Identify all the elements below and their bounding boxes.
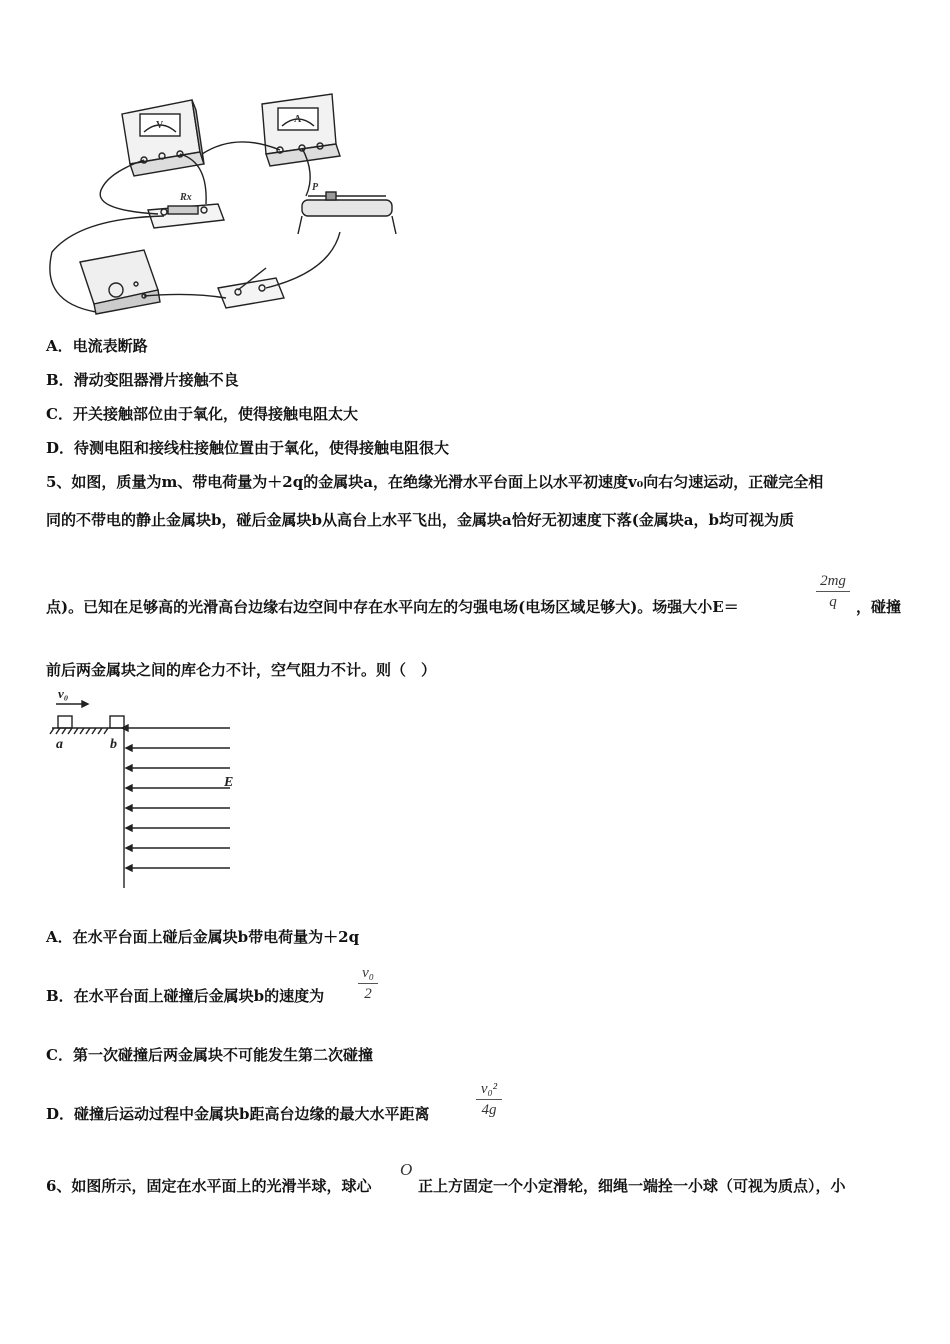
q5-stem-line4: 前后两金属块之间的库仑力不计，空气阻力不计。则（ ） bbox=[46, 661, 437, 679]
q5-stem-line3-tail: ，碰撞 bbox=[856, 598, 902, 616]
resistor-label: Rx bbox=[180, 192, 192, 203]
distance-fraction-denominator: 4g bbox=[481, 1102, 497, 1118]
field-fraction-numerator: 2mg bbox=[820, 573, 846, 589]
ammeter-figure bbox=[262, 94, 340, 166]
slider-label: P bbox=[312, 182, 319, 193]
sphere-center-label: O bbox=[400, 1160, 413, 1179]
distance-fraction bbox=[476, 1080, 502, 1119]
circuit-diagram-figure bbox=[40, 92, 410, 322]
electric-field-figure bbox=[44, 686, 244, 892]
field-lines bbox=[122, 725, 230, 871]
q6-stem-line1a: 6、如图所示，固定在水平面上的光滑半球，球心 bbox=[46, 1177, 372, 1195]
q5-option-d: D．碰撞后运动过程中金属块b距高台边缘的最大水平距离 bbox=[46, 1105, 430, 1123]
switch-figure bbox=[218, 268, 284, 308]
q4-option-c: C．开关接触部位由于氧化，使得接触电阻太大 bbox=[46, 405, 358, 423]
voltmeter-label: V bbox=[156, 120, 164, 131]
field-strength-fraction bbox=[816, 572, 850, 611]
q4-option-a: A．电流表断路 bbox=[46, 337, 148, 355]
velocity-fraction bbox=[358, 964, 378, 1003]
voltmeter-figure bbox=[122, 100, 204, 176]
q4-option-d: D．待测电阻和接线柱接触位置由于氧化，使得接触电阻很大 bbox=[46, 439, 450, 457]
velocity-fraction-denominator: 2 bbox=[364, 986, 372, 1002]
block-b-label: b bbox=[110, 737, 117, 752]
q5-stem-line3: 点)。已知在足够高的光滑高台边缘右边空间中存在水平向左的匀强电场(电场区域足够大)。场强大小E＝ bbox=[46, 598, 739, 616]
power-supply-figure bbox=[80, 250, 160, 314]
q5-stem-line2: 同的不带电的静止金属块b，碰后金属块b从高台上水平飞出，金属块a恰好无初速度下落(金属块a，b均可视为质 bbox=[46, 511, 795, 529]
field-fraction-denominator: q bbox=[829, 594, 837, 610]
block-a-label: a bbox=[56, 737, 63, 752]
field-e-label: E bbox=[224, 775, 234, 790]
q6-stem-line1b: 正上方固定一个小定滑轮，细绳一端拴一小球（可视为质点），小 bbox=[418, 1177, 846, 1195]
q5-option-b: B．在水平台面上碰撞后金属块b的速度为 bbox=[46, 987, 325, 1005]
rheostat-figure bbox=[298, 192, 396, 234]
q5-option-c: C．第一次碰撞后两金属块不可能发生第二次碰撞 bbox=[46, 1046, 373, 1064]
distance-fraction-numerator: v₀² bbox=[480, 1081, 498, 1097]
q5-option-a: A．在水平台面上碰后金属块b带电荷量为＋2q bbox=[46, 928, 360, 946]
v0-label: v₀ bbox=[58, 686, 69, 701]
velocity-fraction-numerator: v₀ bbox=[362, 965, 374, 981]
q4-option-b: B．滑动变阻器滑片接触不良 bbox=[46, 371, 239, 389]
ammeter-label: A bbox=[294, 114, 302, 125]
q5-stem-line1: 5、如图，质量为m、带电荷量为＋2q的金属块a，在绝缘光滑水平台面上以水平初速度v₀向右匀速运动，正碰完全相 bbox=[46, 473, 824, 491]
